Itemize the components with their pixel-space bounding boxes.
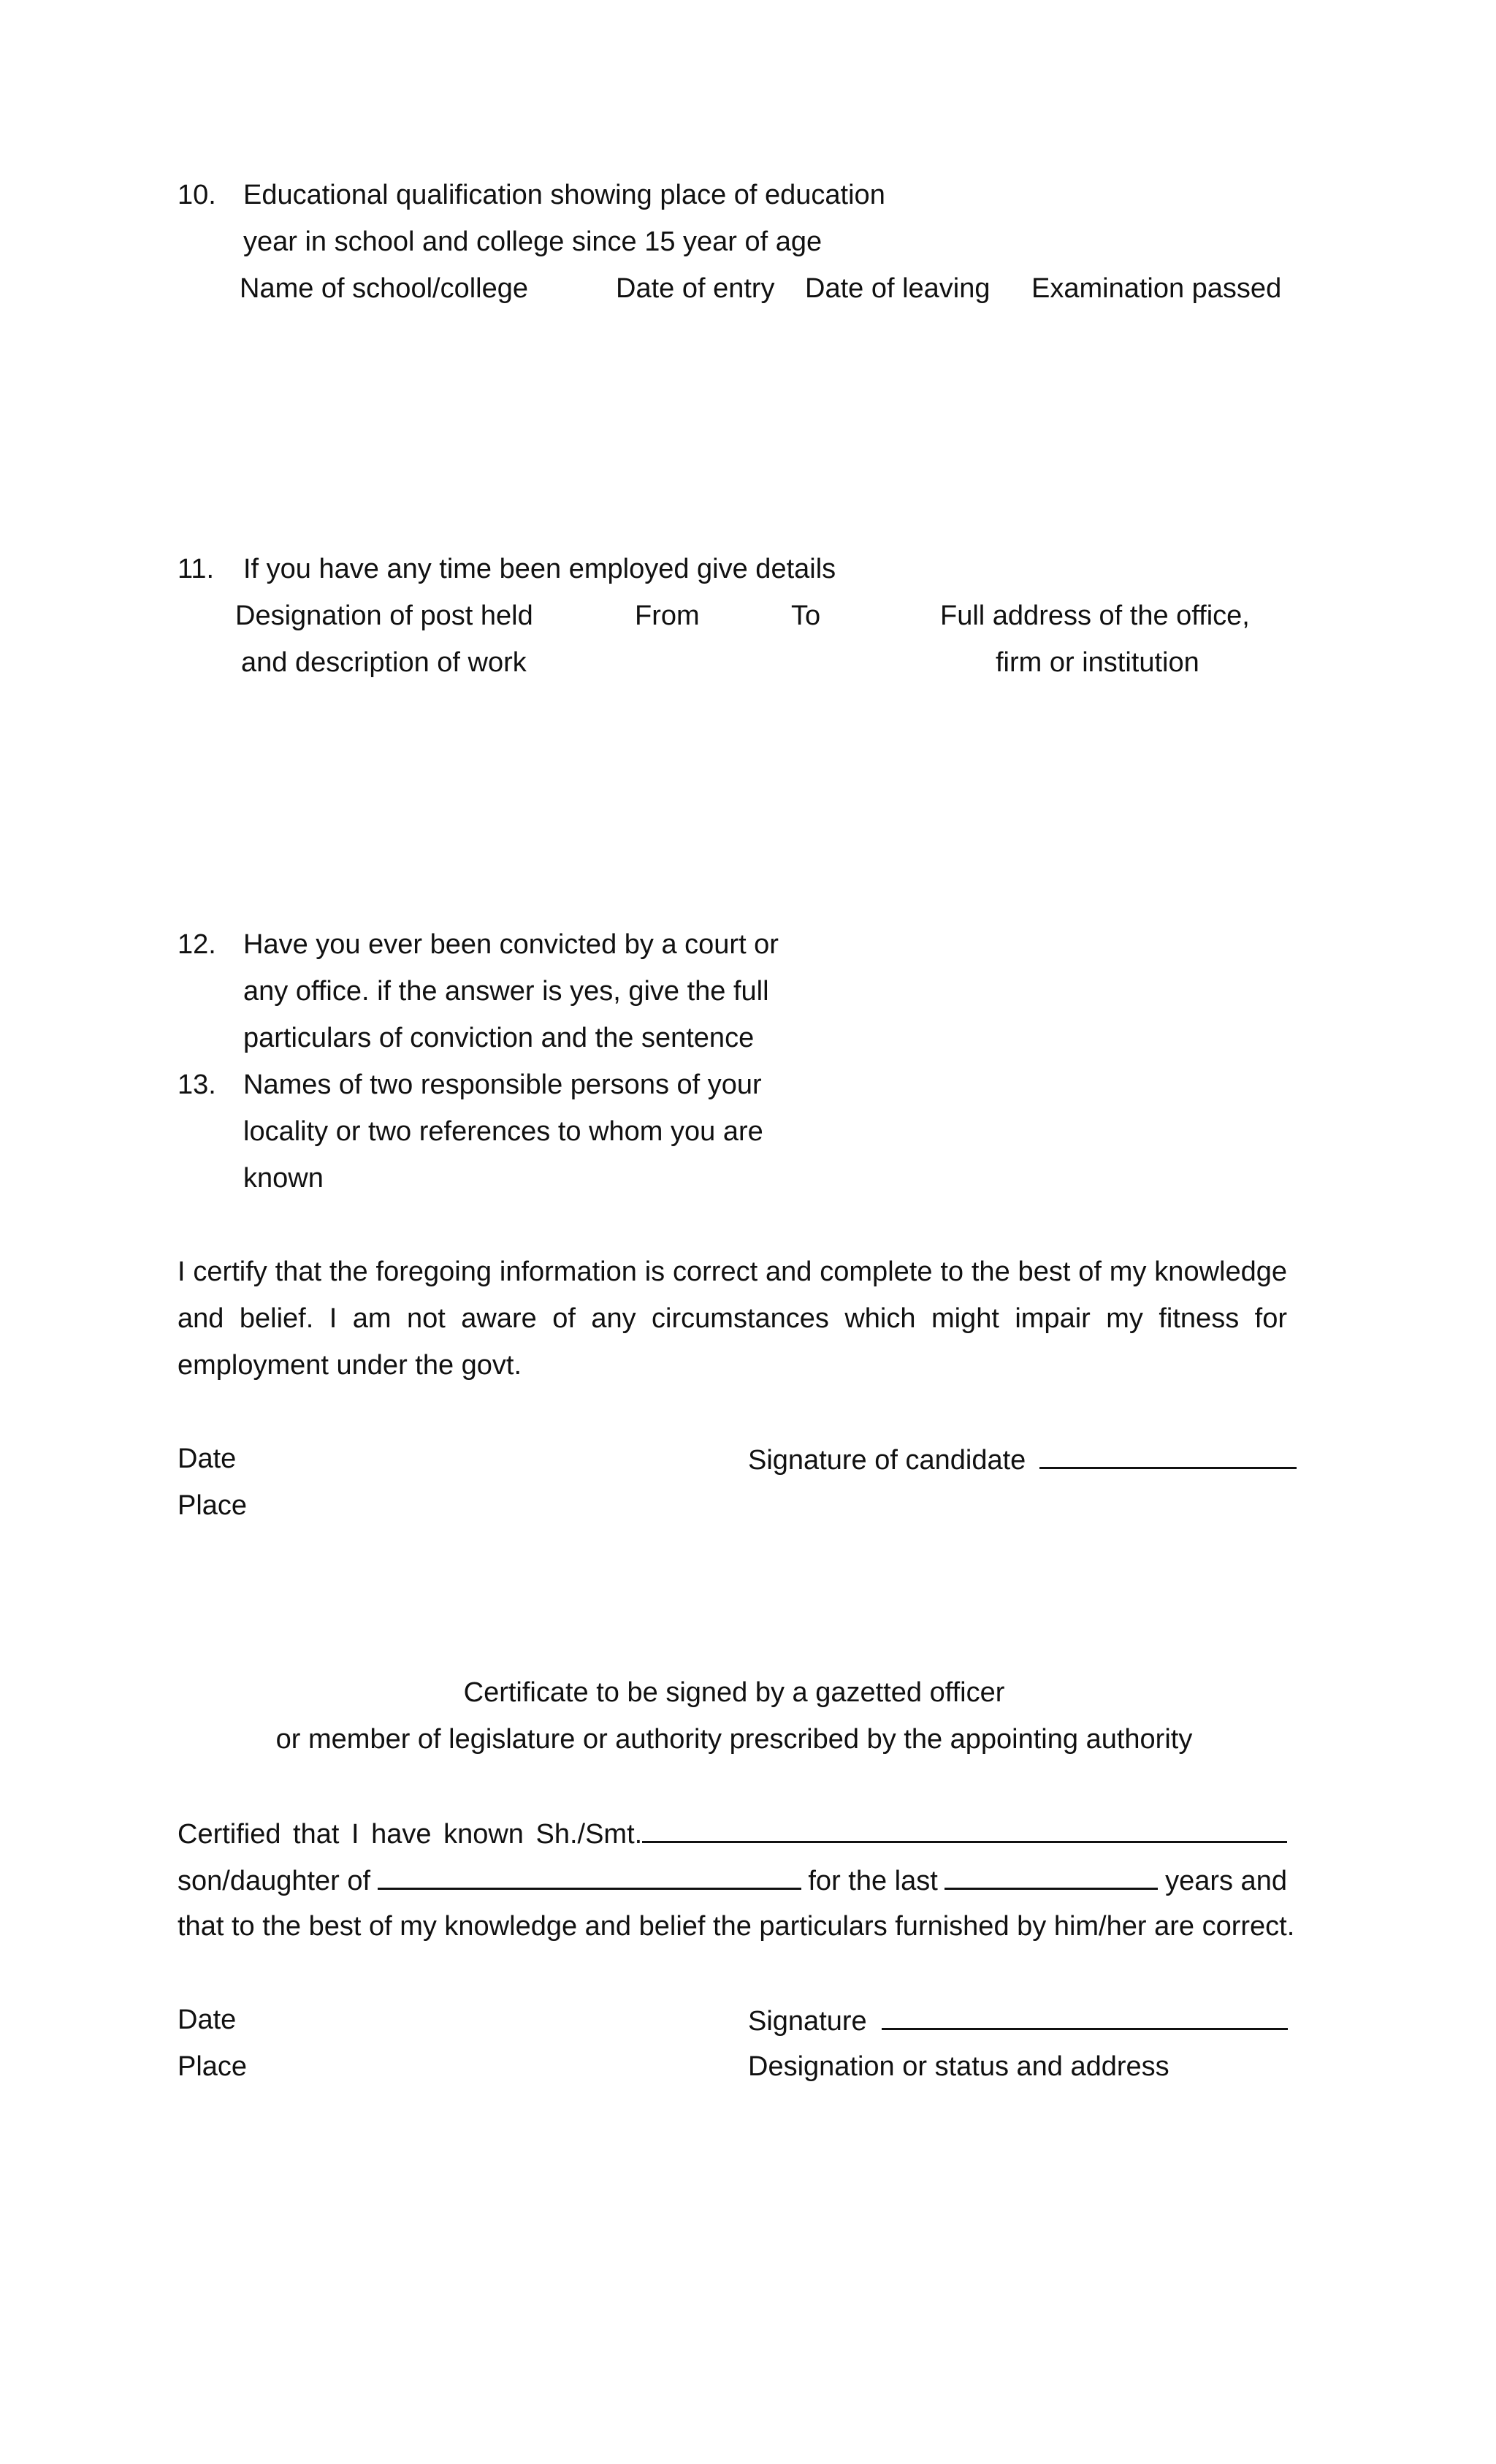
- item-12-line1: Have you ever been convicted by a court or: [243, 929, 779, 960]
- candidate-place-label: Place: [178, 1490, 248, 1521]
- item-13-line1: Names of two responsible persons of your: [243, 1069, 762, 1100]
- years-known-line[interactable]: [944, 1866, 1158, 1890]
- header-date-of-entry: Date of entry: [616, 273, 775, 304]
- item-12-line2: any office. if the answer is yes, give the full: [243, 976, 769, 1007]
- officer-place-label: Place: [178, 2051, 248, 2082]
- item-12-number: 12.: [178, 929, 216, 960]
- declaration-line2: and belief. I am not aware of any circumstances which might impair my fitness for: [178, 1303, 1287, 1334]
- item-11-line1: If you have any time been employed give details: [243, 554, 836, 584]
- candidate-signature-line[interactable]: [1039, 1445, 1297, 1469]
- son-daughter-of-label: son/daughter of: [178, 1866, 371, 1896]
- certificate-line1: [178, 1819, 1287, 1848]
- header-designation: Designation of post held: [235, 600, 533, 631]
- header-to: To: [791, 600, 821, 631]
- officer-signature-label: Signature: [748, 2006, 867, 2037]
- certificate-line2: [178, 1866, 1287, 1895]
- item-13-line2: locality or two references to whom you are: [243, 1116, 763, 1147]
- parent-name-line[interactable]: [378, 1866, 801, 1890]
- candidate-name-line[interactable]: [642, 1819, 1287, 1843]
- declaration-line1: I certify that the foregoing information is correct and complete to the best of my knowledge: [178, 1256, 1287, 1287]
- certificate-title-line2: or member of legislature or authority prescribed by the appointing authority: [275, 1724, 1193, 1755]
- item-13-number: 13.: [178, 1069, 216, 1100]
- candidate-date-label: Date: [178, 1443, 237, 1474]
- item-10-number: 10.: [178, 180, 216, 210]
- officer-designation-label: Designation or status and address: [748, 2051, 1169, 2082]
- item-13-line3: known: [243, 1163, 324, 1194]
- header-examination-passed: Examination passed: [1031, 273, 1282, 304]
- years-and-label: years and: [1165, 1866, 1287, 1896]
- header-from: From: [635, 600, 700, 631]
- officer-date-label: Date: [178, 2005, 237, 2035]
- officer-signature: [748, 2006, 1288, 2035]
- certificate-line3: that to the best of my knowledge and belief the particulars furnished by him/her are correct.: [178, 1911, 1295, 1942]
- declaration-line3: employment under the govt.: [178, 1350, 522, 1381]
- header-firm-institution: firm or institution: [996, 647, 1199, 678]
- candidate-signature: [748, 1445, 1297, 1474]
- certified-known-text: Certified that I have known Sh./Smt.: [178, 1819, 643, 1850]
- officer-signature-line[interactable]: [882, 2006, 1288, 2030]
- for-the-last-label: for the last: [808, 1866, 938, 1896]
- item-10-line1: Educational qualification showing place of education: [243, 180, 885, 210]
- candidate-signature-label: Signature of candidate: [748, 1445, 1026, 1476]
- item-10-line2: year in school and college since 15 year of age: [243, 226, 823, 257]
- item-11-number: 11.: [178, 554, 215, 584]
- header-date-of-leaving: Date of leaving: [805, 273, 991, 304]
- certificate-title-line1: Certificate to be signed by a gazetted officer: [463, 1677, 1005, 1708]
- header-school-college: Name of school/college: [240, 273, 528, 304]
- header-designation-desc: and description of work: [241, 647, 527, 678]
- item-12-line3: particulars of conviction and the sentence: [243, 1023, 755, 1053]
- header-full-address: Full address of the office,: [940, 600, 1250, 631]
